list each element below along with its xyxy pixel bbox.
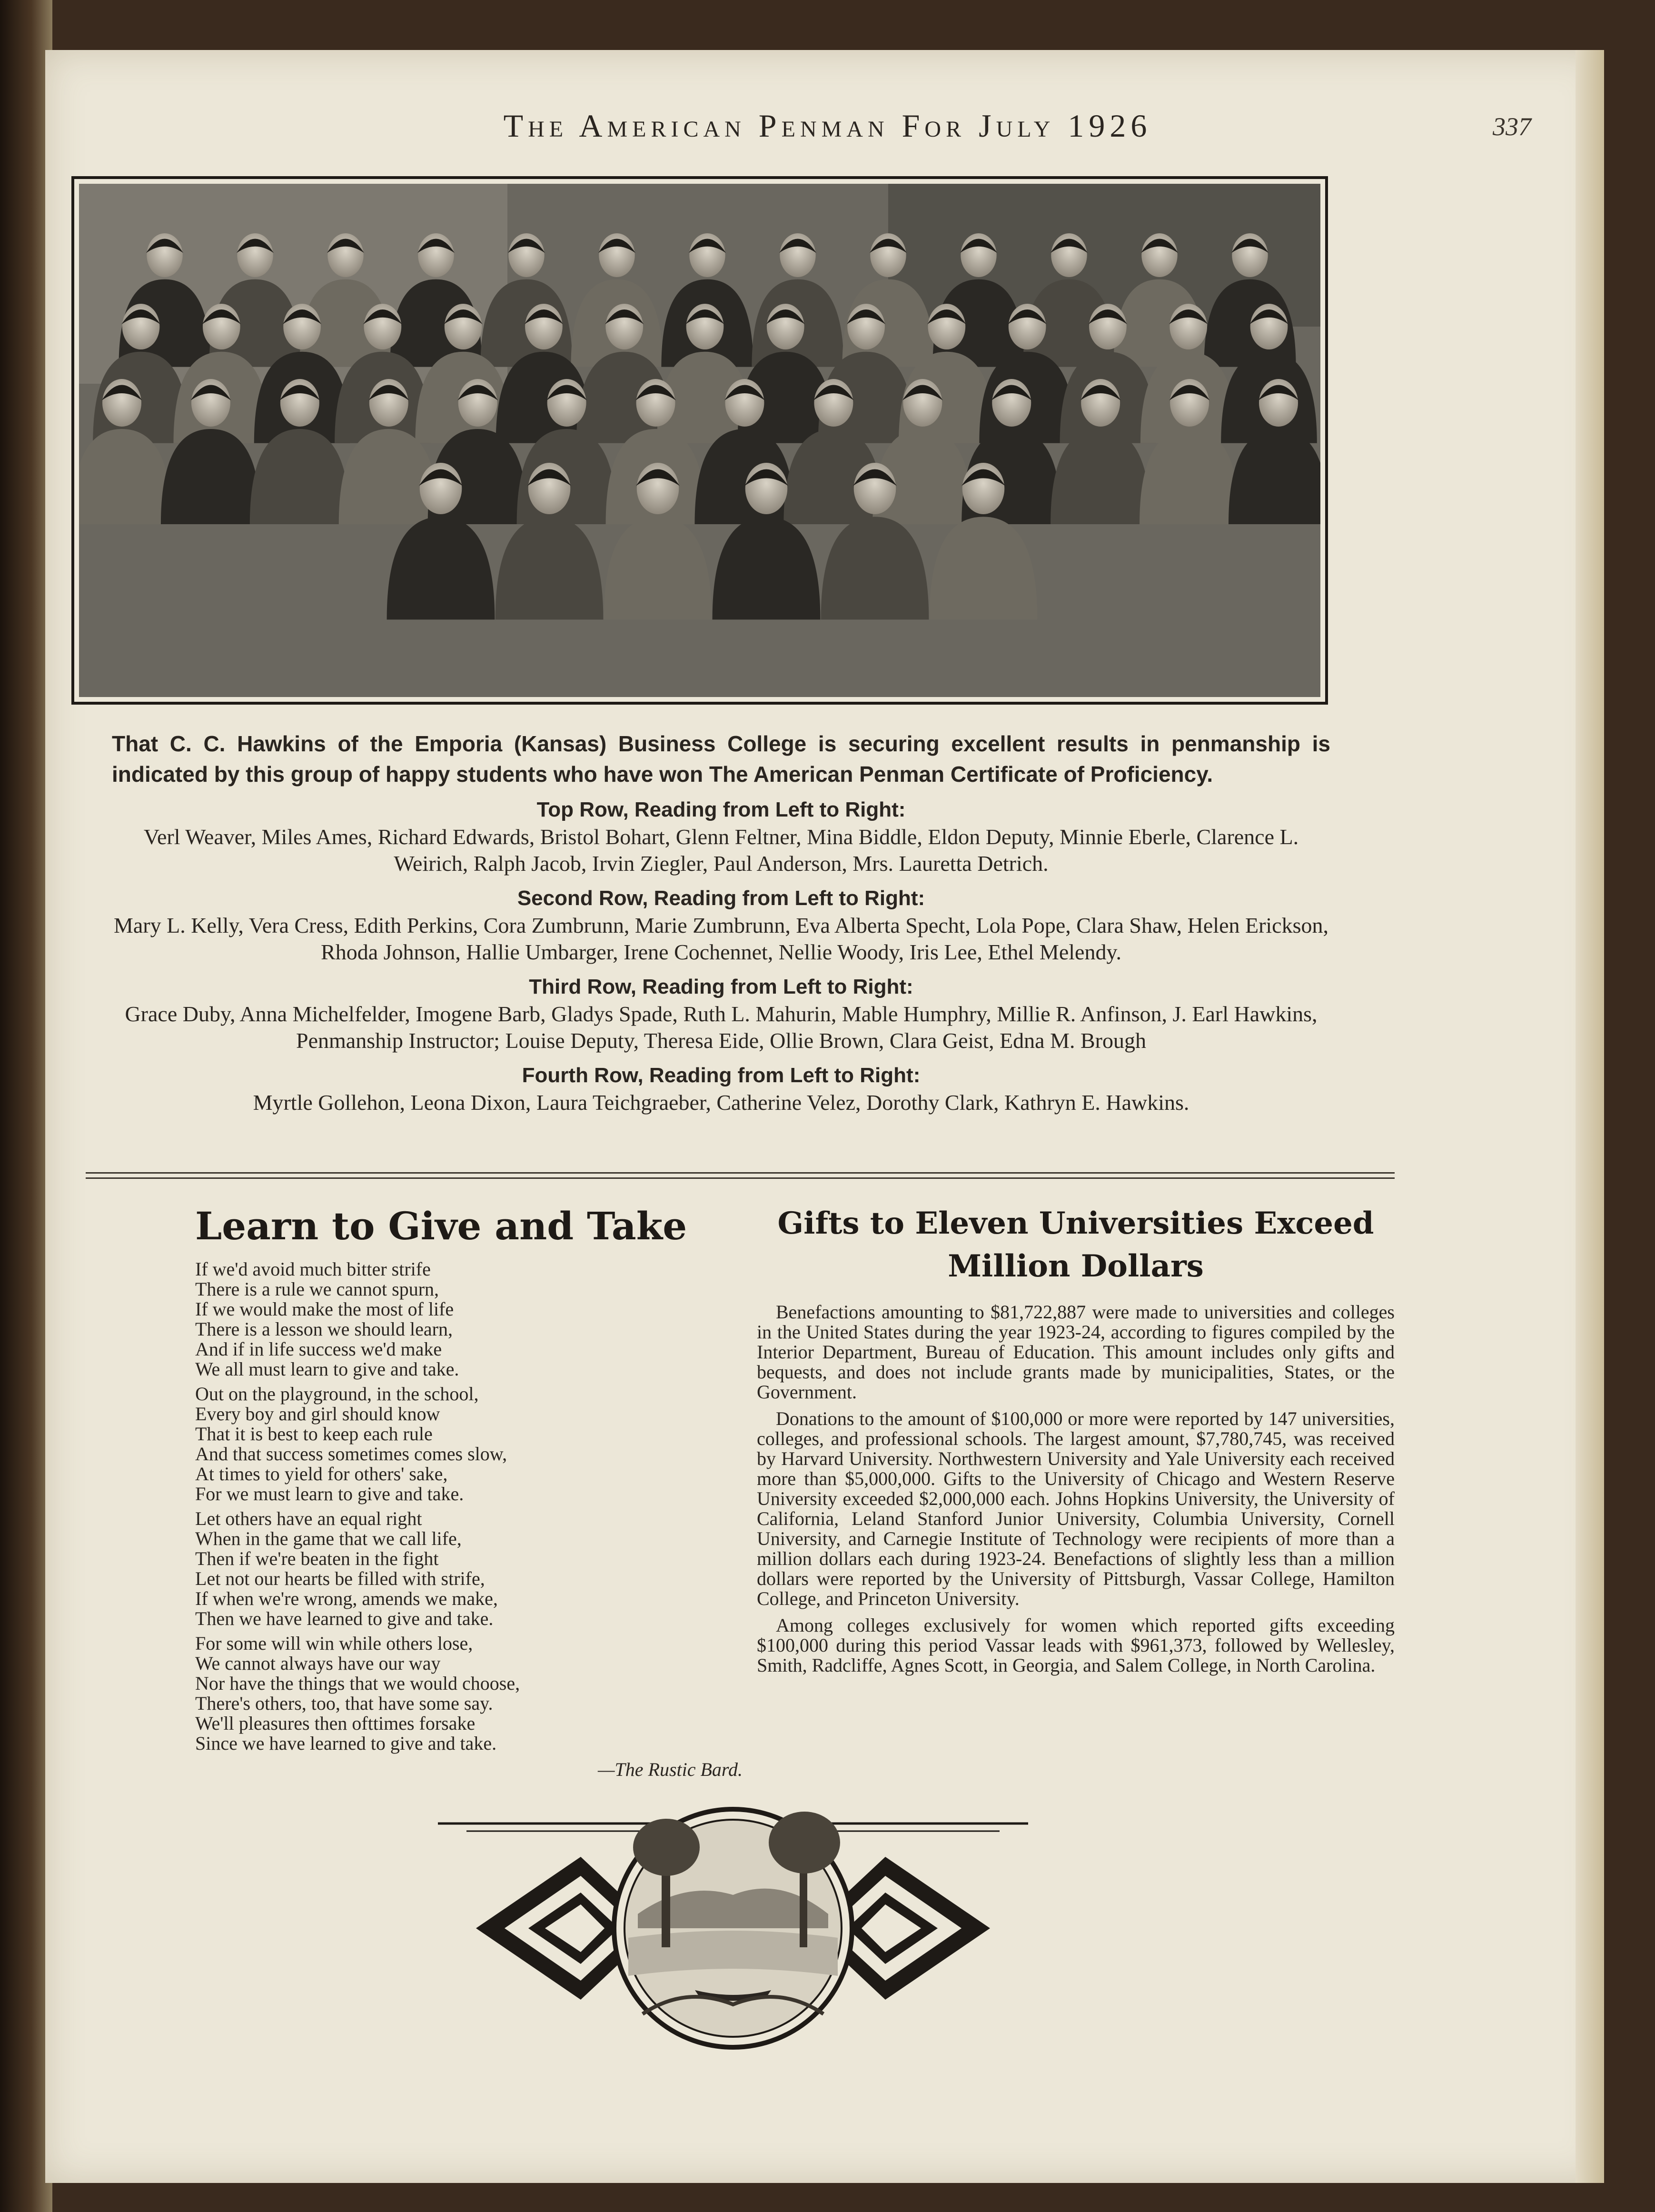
group-photo-frame — [71, 176, 1328, 705]
row-heading: Top Row, Reading from Left to Right: — [536, 798, 906, 821]
article-paragraph: Donations to the amount of $100,000 or more were reported by 147 universities, colleges, and professional schools. The largest amount, $7,780,745, was received by Harvard University. Northwestern University and Yale University each received more than $5,000,000. Gifts to the University of Chicago and Western Reserve University exceeded $2,000,000 each. Johns Hopkins University, the University of California, Leland Stanford Junior University, Columbia University, Cornell University, and Carnegie Institute of Technology were recipients of more than a million dollars each during 1923-24. Benefactions of slightly less than a million dollars were reported by the University of Pittsburgh, Vassar College, Hamilton College, and Princeton University. — [757, 1408, 1395, 1609]
poem-column — [195, 1202, 743, 1781]
article-paragraph: Among colleges exclusively for women which reported gifts exceeding $100,000 during this period Vassar leads with $961,373, followed by Wellesley, Smith, Radcliffe, Agnes Scott, in Georgia, and Salem College, in North Carolina. — [757, 1614, 1395, 1676]
landscape-vignette-ornament-icon — [438, 1804, 1028, 2052]
row-heading: Second Row, Reading from Left to Right: — [517, 887, 925, 910]
caption-rows — [112, 796, 1330, 1124]
article-paragraph: Benefactions amounting to $81,722,887 were made to universities and colleges in the United States during the year 1923-24, according to figures compiled by the Interior Department, Bureau of Education. This amount includes only gifts and bequests, and does not include grants made by municipalities, States, or the Government. — [757, 1301, 1395, 1403]
article-title: Gifts to Eleven Universities Exceed Million Dollars — [777, 1206, 1374, 1284]
section-divider — [86, 1172, 1395, 1179]
article-column — [757, 1202, 1395, 1682]
poem-stanza: For some will win while others lose, We cannot always have our way Nor have the things that we would choose, There's others, too, that have some say. We'll pleasures then ofttimes forsake Since we have learned to give and take. — [195, 1633, 520, 1754]
group-photo-icon — [79, 184, 1320, 697]
group-photo — [79, 184, 1320, 697]
poem-stanza: Let others have an equal right When in the game that we call life, Then if we're beaten in the fight Let not our hearts be filled with strife, If when we're wrong, amends we make, Then we have learned to give and take. — [195, 1508, 498, 1629]
caption-row-second — [112, 885, 1330, 966]
poem-attribution: —The Rustic Bard. — [597, 1759, 743, 1780]
poem-title: Learn to Give and Take — [195, 1204, 687, 1248]
scan-binding-edge — [0, 0, 52, 2212]
row-names: Myrtle Gollehon, Leona Dixon, Laura Teichgraeber, Catherine Velez, Dorothy Clark, Kathryn E. Hawkins. — [253, 1090, 1189, 1115]
page-edge-shadow — [1576, 50, 1604, 2183]
caption-row-fourth — [112, 1062, 1330, 1116]
row-names: Mary L. Kelly, Vera Cress, Edith Perkins, Cora Zumbrunn, Marie Zumbrunn, Eva Alberta Specht, Lola Pope, Clara Shaw, Helen Erickson, Rhoda Johnson, Hallie Umbarger, Irene Cochennet, Nellie Woody, Iris Lee, Ethel Melendy. — [113, 913, 1328, 964]
poem-stanza: If we'd avoid much bitter strife There is a rule we cannot spurn, If we would make the most of life There is a lesson we should learn, And if in life success we'd make We all must learn to give and take. — [195, 1258, 459, 1380]
row-names: Grace Duby, Anna Michelfelder, Imogene Barb, Gladys Spade, Ruth L. Mahurin, Mable Humphry, Millie R. Anfinson, J. Earl Hawkins, Penmanship Instructor; Louise Deputy, Theresa Eide, Ollie Brown, Clara Geist, Edna M. Brough — [125, 1002, 1318, 1053]
row-heading: Third Row, Reading from Left to Right: — [529, 975, 913, 998]
poem-stanza: Out on the playground, in the school, Every boy and girl should know That it is best to keep each rule And that success sometimes comes slow, At times to yield for others' sake, For we must learn to give and take. — [195, 1383, 507, 1505]
photo-caption-lead: That C. C. Hawkins of the Emporia (Kansas) Business College is securing excellent results in penmanship is indicated by this group of happy students who have won The American Penman Certificate of Proficiency. — [112, 731, 1330, 787]
caption-row-top — [112, 796, 1330, 877]
running-header: The American Penman For July 1926 — [503, 108, 1152, 144]
row-names: Verl Weaver, Miles Ames, Richard Edwards, Bristol Bohart, Glenn Feltner, Mina Biddle, Eldon Deputy, Minnie Eberle, Clarence L. Weirich, Ralph Jacob, Irvin Ziegler, Paul Anderson, Mrs. Lauretta Detrich. — [143, 825, 1299, 876]
row-heading: Fourth Row, Reading from Left to Right: — [522, 1064, 921, 1087]
page-number: 337 — [1493, 112, 1531, 141]
caption-row-third — [112, 973, 1330, 1054]
